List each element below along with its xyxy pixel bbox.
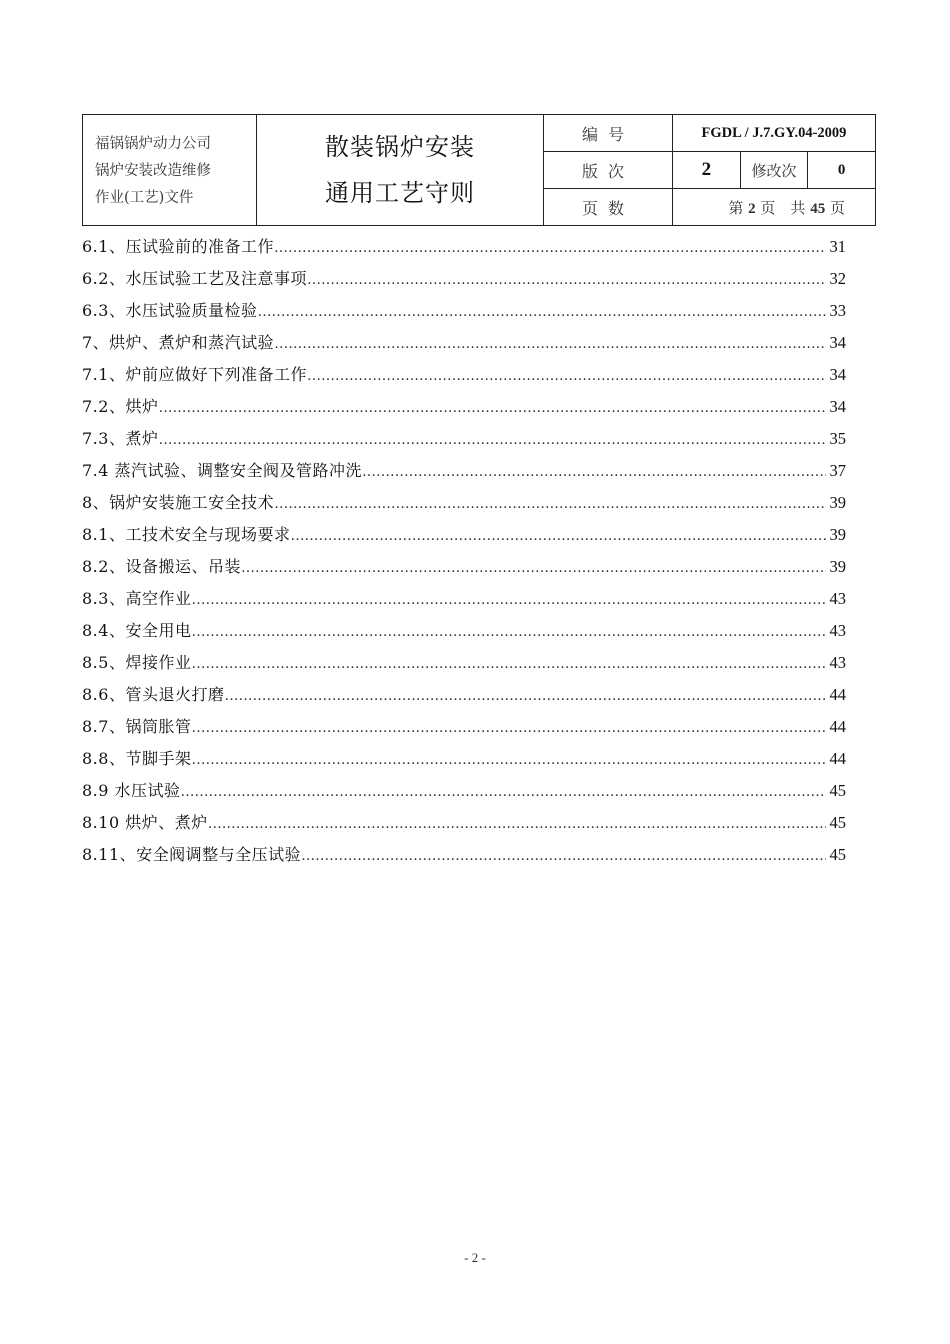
toc-entry-page: 39 (829, 493, 846, 512)
toc-entry[interactable] (82, 743, 846, 775)
toc-entry[interactable] (82, 711, 846, 743)
revision-value: 0 (808, 152, 876, 189)
document-type: 作业(工艺)文件 (95, 189, 194, 206)
page-footer-number: - 2 - (464, 1250, 486, 1265)
toc-leader-dots (290, 520, 825, 552)
toc-entry-title: 6.3、水压试验质量检验 (82, 301, 258, 320)
toc-leader-dots (208, 808, 826, 840)
toc-entry[interactable] (82, 647, 846, 679)
toc-entry-page: 43 (829, 589, 846, 608)
toc-entry[interactable] (82, 839, 846, 871)
code-value: FGDL / J.7.GY.04-2009 (673, 115, 876, 152)
toc-entry-page: 32 (829, 269, 846, 288)
toc-entry[interactable] (82, 423, 846, 455)
toc-leader-dots (191, 584, 825, 616)
toc-entry-title: 6.2、水压试验工艺及注意事项 (82, 269, 307, 288)
toc-entry-page: 45 (829, 845, 846, 864)
company-department: 锅炉安装改造维修 (95, 162, 211, 179)
toc-entry-page: 44 (829, 749, 846, 768)
toc-entry-title: 6.1、压试验前的准备工作 (82, 237, 274, 256)
revision-label: 修改次 (740, 152, 808, 189)
toc-entry[interactable] (82, 391, 846, 423)
toc-entry-page: 34 (829, 365, 846, 384)
toc-entry[interactable] (82, 583, 846, 615)
document-title-line-1: 散装锅炉安装 (325, 133, 475, 161)
toc-entry[interactable] (82, 679, 846, 711)
toc-entry-title: 8、锅炉安装施工安全技术 (82, 493, 275, 512)
toc-leader-dots (158, 424, 825, 456)
toc-entry-title: 8.10 烘炉、煮炉 (82, 813, 208, 832)
toc-entry-page: 45 (829, 813, 846, 832)
toc-entry-page: 31 (829, 237, 846, 256)
company-name: 福锅锅炉动力公司 (95, 135, 211, 152)
toc-entry-page: 43 (829, 621, 846, 640)
pages-mid: 页 共 (760, 198, 806, 217)
toc-leader-dots (191, 648, 825, 680)
toc-leader-dots (241, 552, 826, 584)
toc-entry-page: 39 (829, 557, 846, 576)
toc-entry-title: 8.8、节脚手架 (82, 749, 192, 768)
toc-entry-title: 8.3、高空作业 (82, 589, 192, 608)
toc-entry[interactable] (82, 775, 846, 807)
toc-entry-title: 8.1、工技术安全与现场要求 (82, 525, 291, 544)
toc-entry[interactable] (82, 551, 846, 583)
toc-entry[interactable] (82, 807, 846, 839)
page-count (673, 189, 876, 226)
toc-leader-dots (181, 776, 826, 808)
toc-entry-page: 33 (829, 301, 846, 320)
toc-entry[interactable] (82, 295, 846, 327)
toc-leader-dots (158, 392, 825, 424)
page-total: 45 (810, 200, 826, 217)
toc-entry-title: 8.5、焊接作业 (82, 653, 192, 672)
document-title (257, 115, 544, 226)
toc-entry-page: 35 (829, 429, 846, 448)
toc-entry-title: 8.11、安全阀调整与全压试验 (82, 845, 302, 864)
toc-leader-dots (301, 840, 825, 872)
toc-entry-title: 8.4、安全用电 (82, 621, 192, 640)
toc-entry-title: 7.4 蒸汽试验、调整安全阀及管路冲洗 (82, 461, 363, 480)
document-title-line-2: 通用工艺守则 (325, 179, 475, 207)
toc-entry-page: 39 (829, 525, 846, 544)
company-info (83, 115, 257, 226)
toc-entry[interactable] (82, 327, 846, 359)
code-label: 编号 (544, 115, 673, 152)
toc-leader-dots (274, 232, 826, 264)
toc-entry[interactable] (82, 455, 846, 487)
toc-leader-dots (307, 264, 826, 296)
document-header-table (82, 114, 876, 226)
toc-entry-title: 7.2、烘炉 (82, 397, 159, 416)
toc-leader-dots (191, 616, 825, 648)
toc-entry-page: 44 (829, 685, 846, 704)
toc-leader-dots (362, 456, 825, 488)
toc-leader-dots (257, 296, 825, 328)
toc-entry-title: 8.9 水压试验 (82, 781, 181, 800)
toc-entry-title: 8.6、管头退火打磨 (82, 685, 225, 704)
toc-entry[interactable] (82, 359, 846, 391)
toc-entry-page: 34 (829, 397, 846, 416)
toc-entry[interactable] (82, 487, 846, 519)
toc-entry[interactable] (82, 263, 846, 295)
toc-entry-page: 43 (829, 653, 846, 672)
toc-entry-title: 7.3、煮炉 (82, 429, 159, 448)
toc-entry-title: 8.7、锅筒胀管 (82, 717, 192, 736)
toc-entry-page: 45 (829, 781, 846, 800)
toc-leader-dots (191, 744, 825, 776)
pages-label: 页数 (544, 189, 673, 226)
toc-leader-dots (307, 360, 826, 392)
pages-prefix: 第 (728, 198, 744, 217)
toc-leader-dots (191, 712, 825, 744)
page-current: 2 (748, 200, 756, 217)
pages-suffix: 页 (829, 198, 845, 217)
version-label: 版次 (544, 152, 673, 189)
toc-entry-page: 37 (829, 461, 846, 480)
toc-entry-page: 34 (829, 333, 846, 352)
toc-entry[interactable] (82, 519, 846, 551)
toc-entry-title: 8.2、设备搬运、吊装 (82, 557, 241, 576)
table-of-contents (82, 231, 846, 871)
toc-leader-dots (274, 488, 825, 520)
toc-leader-dots (224, 680, 825, 712)
toc-entry[interactable] (82, 615, 846, 647)
toc-entry[interactable] (82, 231, 846, 263)
toc-entry-page: 44 (829, 717, 846, 736)
toc-entry-title: 7、烘炉、煮炉和蒸汽试验 (82, 333, 275, 352)
toc-leader-dots (274, 328, 825, 360)
toc-entry-title: 7.1、炉前应做好下列准备工作 (82, 365, 307, 384)
version-value: 2 (673, 152, 741, 189)
